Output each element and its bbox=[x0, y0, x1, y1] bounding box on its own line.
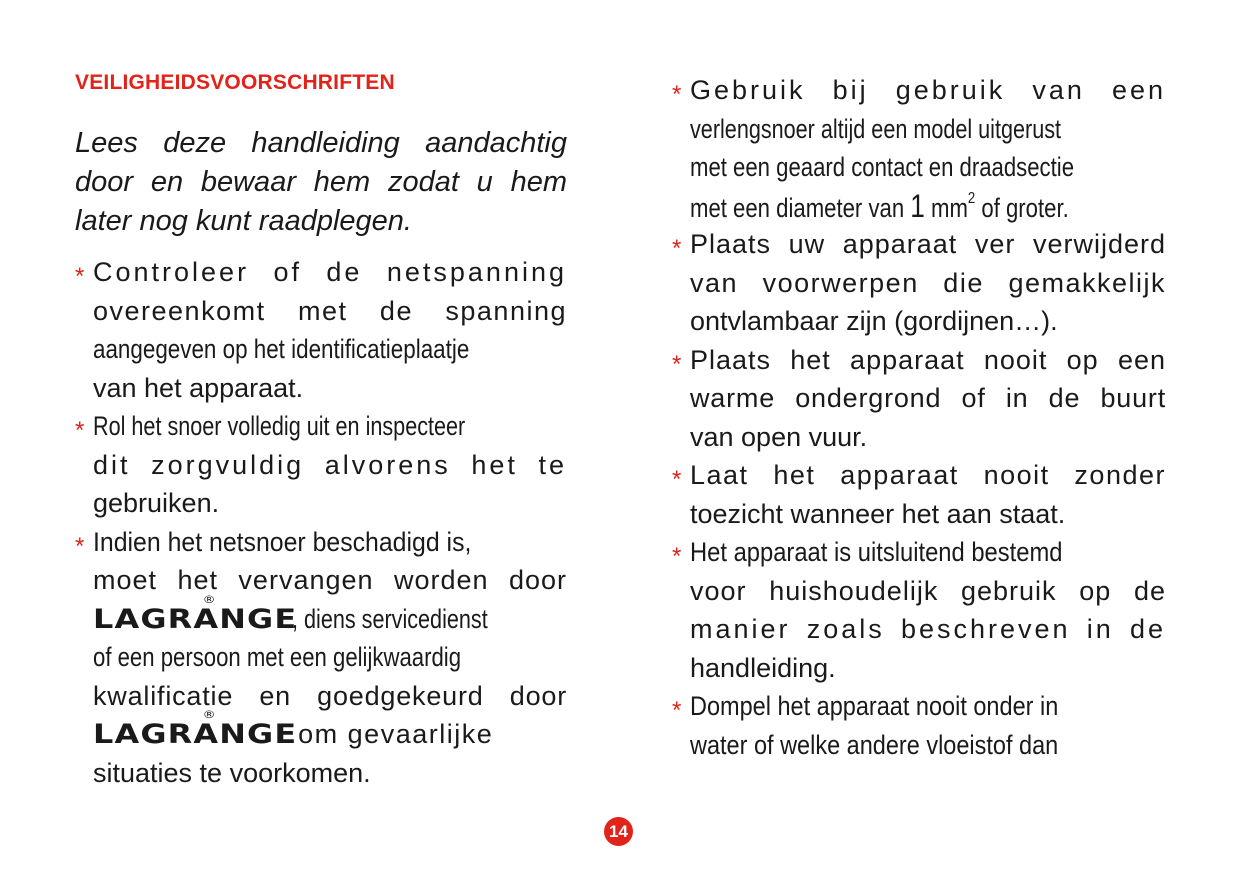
list-item bbox=[672, 687, 1166, 764]
list-item bbox=[75, 253, 567, 407]
item-line: van voorwerpen die gemakkelijk bbox=[690, 267, 1166, 298]
item-line: handleiding. bbox=[690, 652, 836, 683]
item-line: Rol het snoer volledig uit en inspecteer bbox=[93, 411, 466, 441]
bullet-icon: * bbox=[672, 81, 682, 108]
item-line: of een persoon met een gelijkwaardig bbox=[93, 642, 462, 672]
list-item bbox=[672, 225, 1166, 341]
list-item bbox=[75, 407, 567, 523]
item-line: Indien het netsnoer beschadigd is, bbox=[93, 526, 472, 557]
item-line: kwalificatie en goedgekeurd door bbox=[93, 680, 567, 711]
list-item bbox=[672, 456, 1166, 533]
registered-mark: ® bbox=[202, 592, 216, 606]
item-line: Gebruik bij gebruik van een bbox=[690, 75, 1166, 105]
item-line: gebruiken. bbox=[93, 488, 220, 518]
item-line: water of welke andere vloeistof dan bbox=[690, 729, 1059, 760]
item-line: van het apparaat. bbox=[93, 372, 304, 403]
item-line: warme ondergrond of in de buurt bbox=[690, 383, 1166, 413]
item-line: Plaats het apparaat nooit op een bbox=[690, 344, 1166, 375]
item-line: aangegeven op het identificatieplaatje bbox=[93, 334, 470, 364]
item-line: voor huishoudelijk gebruik op de bbox=[690, 575, 1166, 606]
list-item bbox=[75, 523, 567, 793]
safety-list-left bbox=[75, 253, 567, 792]
item-line: Laat het apparaat nooit zonder bbox=[690, 460, 1166, 490]
bullet-icon: * bbox=[75, 263, 85, 290]
item-line: Het apparaat is uitsluitend bestemd bbox=[690, 537, 1063, 567]
registered-mark: ® bbox=[202, 708, 216, 721]
page-number-badge: 14 bbox=[604, 817, 633, 846]
list-item bbox=[672, 341, 1166, 457]
intro-text: Lees deze handleiding aandachtig door en bewaar hem zodat u hem later nog kunt raadplegen. bbox=[75, 127, 567, 237]
item-line: met een geaard contact en draadsectie bbox=[690, 152, 1075, 182]
bullet-icon: * bbox=[75, 417, 85, 444]
item-line: met een diameter van 1 $mm^2$ of groter. bbox=[690, 187, 1069, 224]
item-line: van open vuur. bbox=[690, 421, 868, 452]
bullet-icon: * bbox=[75, 532, 85, 560]
item-line: manier zoals beschreven in de bbox=[690, 614, 1166, 644]
bullet-icon: * bbox=[672, 697, 682, 724]
item-line: Dompel het apparaat nooit onder in bbox=[690, 691, 1059, 721]
item-line: dit zorgvuldig alvorens het te bbox=[93, 449, 567, 480]
item-line: situaties te voorkomen. bbox=[93, 757, 371, 788]
item-line: Controleer of de netspanning bbox=[93, 257, 567, 287]
section-title: VEILIGHEIDSVOORSCHRIFTEN bbox=[75, 71, 395, 94]
item-line: verlengsnoer altijd een model uitgerust bbox=[690, 113, 1062, 144]
item-line: om gevaarlijke bbox=[298, 719, 494, 749]
lagrange-logo: LAGRANGE ® bbox=[93, 716, 297, 755]
bullet-icon: * bbox=[672, 466, 682, 493]
list-item bbox=[672, 533, 1166, 687]
item-line: , diens servicedienst bbox=[292, 603, 488, 634]
bullet-icon: * bbox=[672, 350, 682, 378]
list-item bbox=[672, 71, 1166, 225]
item-line: overeenkomt met de spanning bbox=[93, 295, 567, 326]
item-line: moet het vervangen worden door bbox=[93, 565, 567, 595]
item-line: Plaats uw apparaat ver verwijderd bbox=[690, 229, 1166, 259]
item-line: ontvlambaar zijn (gordijnen…). bbox=[690, 306, 1058, 336]
item-line: toezicht wanneer het aan staat. bbox=[690, 498, 1066, 529]
bullet-icon: * bbox=[672, 235, 682, 262]
bullet-icon: * bbox=[672, 543, 682, 570]
lagrange-logo: LAGRANGE ® bbox=[93, 601, 297, 640]
safety-list-right bbox=[672, 71, 1166, 764]
